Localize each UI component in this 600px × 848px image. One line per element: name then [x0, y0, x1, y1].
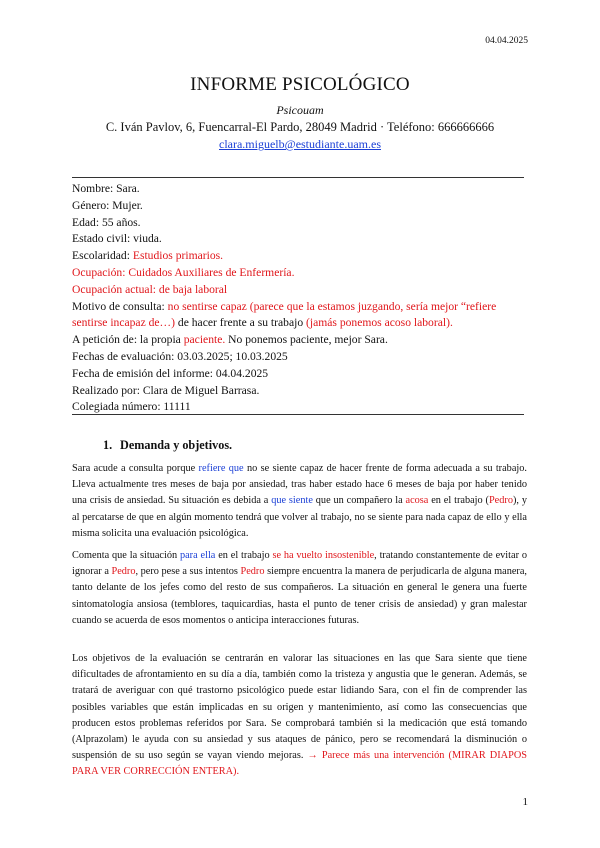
p1-text-e: que un compañero la: [312, 495, 406, 507]
p3-text-a: Los objetivos de la evaluación se centrarán en valorar las situaciones en las que Sara siente que tiene dificultades de afrontamiento en su día a día, también como la tristeza y angustia que le generan. Además, se tratará de averiguar con qué trastorno psicológico puede estar lidiando Sara, con el fin de comprender las posibles variables que están implicadas en su origen y mantenimiento, así como las consecuencias que producen estos problemas referidos por Sara. Se comprobará también si la medicación que está tomando (Alprazolam) le ayuda con su ansiedad y sus ataques de pánico, pero se recomendará la disminución o suspensión de su uso según se vayan viendo mejoras.: [72, 653, 527, 762]
p2-text-e: , tratando constantemente de evitar o ignorar a: [72, 550, 527, 578]
section-number: 1.: [103, 438, 113, 452]
p3-annotation-correccion: → Parece más una intervención (MIRAR DIAPOS PARA VER CORRECCIÓN ENTERA).: [72, 750, 527, 778]
info-fecha-emision: Fecha de emisión del informe: 04.04.2025: [72, 366, 269, 380]
info-estado-civil: Estado civil: viuda.: [72, 232, 162, 246]
patient-info-block: [72, 181, 528, 416]
info-peticion: [72, 332, 528, 349]
info-edad: Edad: 55 años.: [72, 215, 141, 229]
email-link[interactable]: clara.miguelb@estudiante.uam.es: [219, 137, 381, 151]
report-title: INFORME PSICOLÓGICO: [190, 74, 410, 95]
info-motivo-cont: [72, 315, 528, 332]
divider-top: [72, 177, 524, 178]
p2-annotation-para-ella: para ella: [179, 550, 216, 561]
p2-text-a: Comenta que la situación: [72, 550, 180, 561]
paragraph-demanda: [72, 461, 527, 542]
motivo-annotation-cont: sentirse incapaz de…): [72, 316, 176, 330]
motivo-annotation-end: (jamás ponemos acoso laboral).: [306, 316, 453, 330]
info-nombre: Nombre: Sara.: [72, 182, 140, 195]
p2-text-i: siempre encuentra la manera de perjudicarla de alguna manera, tanto delante de los jefes como del resto de sus compañeros. La situación en general le genera una fuerte sintomatología ansiosa (temblores, taquicardias, hasta el punto de tener crisis de ansiedad) y gran malestar cuando se acuerda de esos momentos o anticipa interacciones futuras.: [72, 566, 527, 626]
paragraph-objetivos: [72, 651, 527, 781]
motivo-label: Motivo de consulta:: [72, 299, 168, 313]
divider-bottom: [72, 414, 524, 415]
info-ocupacion: Ocupación: Cuidados Auxiliares de Enfermería.: [72, 265, 295, 279]
peticion-note: No ponemos paciente, mejor Sara.: [225, 333, 388, 347]
section-heading: [103, 438, 232, 453]
info-escolaridad: [72, 248, 528, 265]
escolaridad-value: Estudios primarios.: [132, 249, 224, 263]
page-number: 1: [522, 796, 528, 808]
info-realizado: Realizado por: Clara de Miguel Barrasa.: [72, 383, 260, 397]
p2-text-g: , pero pese a sus intentos: [135, 566, 241, 578]
section-title: Demanda y objetivos.: [120, 438, 233, 452]
info-colegiada: Colegiada número: 11111: [72, 400, 191, 414]
motivo-annotation: no sentirse capaz (parece que la estamos juzgando, sería mejor “refiere: [167, 299, 497, 313]
p1-annotation-siente: que siente: [271, 495, 313, 507]
info-ocupacion-actual: Ocupación actual: de baja laboral: [72, 282, 228, 296]
p1-text-g: en el trabajo (: [428, 495, 489, 507]
escolaridad-label: Escolaridad:: [72, 249, 133, 263]
info-motivo: [72, 299, 528, 316]
p1-annotation-pedro: Pedro: [488, 495, 513, 507]
peticion-label: A petición de: la propia: [72, 333, 184, 347]
p1-text-c: no se siente capaz de hacer frente de forma adecuada a su trabajo. Lleva actualmente tres meses de baja por ansiedad, tras haber estado hace 6 meses de baja por haber tenido una crisis de ansiedad. Su situación es debida a: [72, 463, 527, 507]
p2-annotation-insostenible: se ha vuelto insostenible: [272, 550, 375, 561]
peticion-annotation: paciente.: [183, 333, 226, 347]
p1-text-i: ), y al percatarse de que en algún momento tendrá que volver al trabajo, no se siente para nada capaz de ello y ella misma solicita una evaluación psicológica.: [72, 495, 527, 539]
p2-annotation-pedro-1: Pedro: [111, 566, 136, 578]
paragraph-situacion: [72, 548, 527, 629]
motivo-text: de hacer frente a su trabajo: [175, 316, 307, 330]
report-date: 04.04.2025: [485, 36, 528, 46]
info-genero: Género: Mujer.: [72, 198, 143, 212]
p1-annotation-refiere: refiere que: [198, 463, 244, 474]
info-fechas: Fechas de evaluación: 03.03.2025; 10.03.2025: [72, 349, 288, 363]
contact-address: C. Iván Pavlov, 6, Fuencarral-El Pardo, 28049 Madrid · Teléfono: 666666666: [105, 120, 495, 134]
p2-annotation-pedro-2: Pedro: [240, 566, 265, 578]
p1-text-a: Sara acude a consulta porque: [72, 463, 199, 474]
organization-name: Psicouam: [276, 103, 324, 117]
contact-email: [0, 137, 600, 152]
p1-annotation-acosa: acosa: [405, 495, 429, 507]
p2-text-c: en el trabajo: [215, 550, 273, 561]
